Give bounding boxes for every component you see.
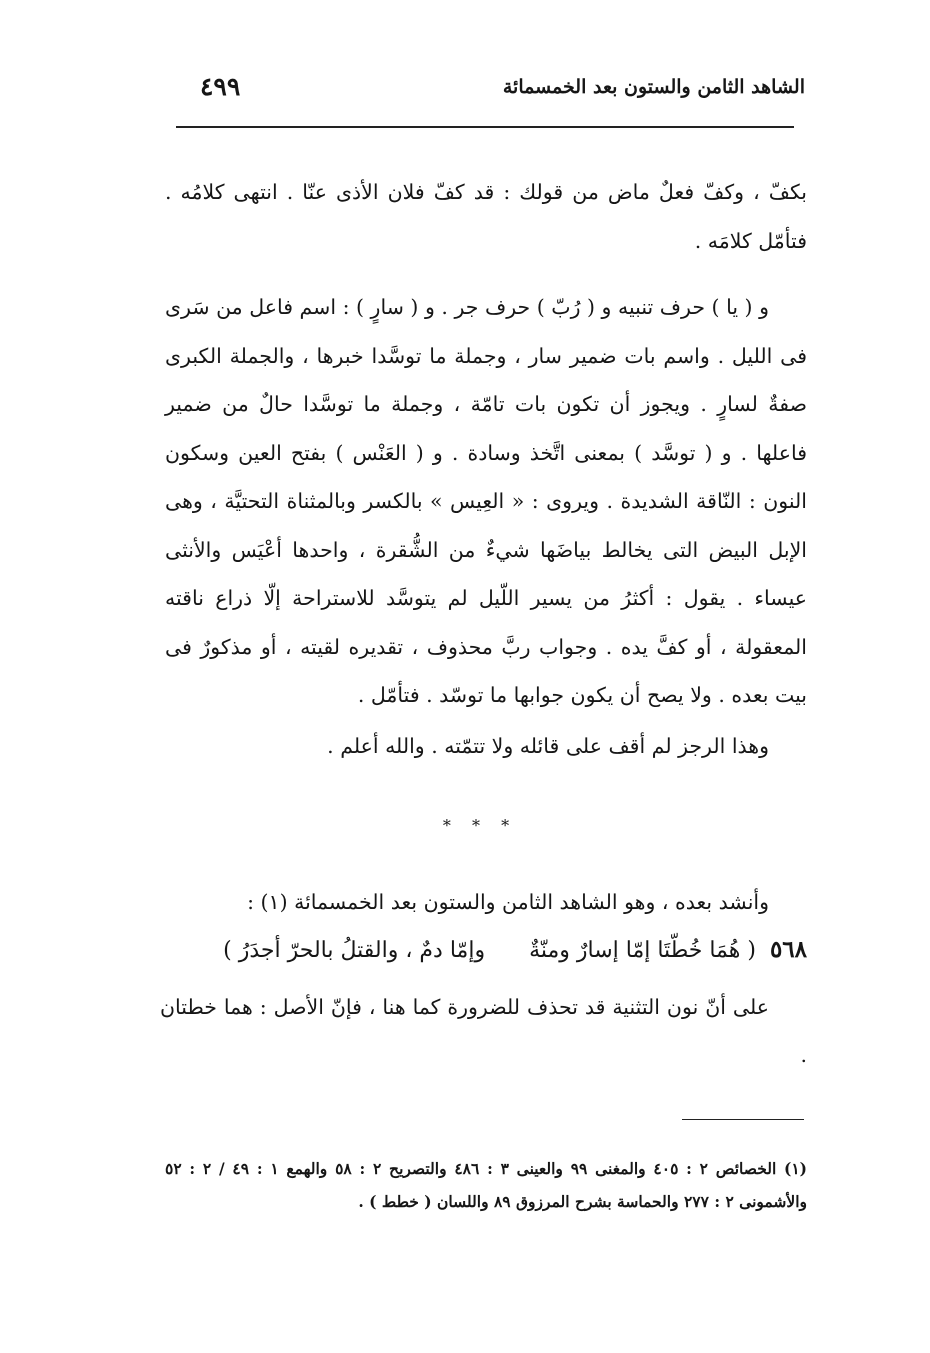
paragraph-3: وهذا الرجز لم أقف على قائله ولا تتمّته . والله أعلم .	[327, 733, 769, 758]
witness-section	[160, 878, 807, 1079]
footnote: (١) الخصائص ٢ : ٤٠٥ والمغنى ٩٩ والعينى ٣ : ٤٨٦ والتصريح ٢ : ٥٨ والهمع ١ : ٤٩ / ٢ : ٥٢ والأشمونى ٢ : ٢٧٧ والحماسة بشرح المرزوق ٨٩ واللسان ( خطط ) .	[165, 1159, 808, 1211]
witness-intro: وأنشد بعده ، وهو الشاهد الثامن والستون بعد الخمسمائة (١) :	[247, 890, 769, 914]
main-text	[165, 168, 807, 770]
paragraph-2: و ( يا ) حرف تنبيه و ( رُبّ ) حرف جر . و ( سارٍ ) : اسم فاعل من سَرى فى الليل . واسم بات ضمير سار ، وجملة ما توسَّدا خبرها ، والجملة الكبرى صفةٌ لسارٍ . ويجوز أن تكون بات تامّة ، وجملة ما توسَّدا حالٌ من ضمير فاعلها . و ( توسَّد ) بمعنى اتَّخذ وسادة . و ( العَنْس ) بفتح العين وسكون النون : النّاقة الشديدة . ويروى : « العِيس » بالكسر وبالمثناة التحتيَّة ، وهى الإبل البيض التى يخالط بياضَها شيءٌ من الشُّقرة ، واحدها أعْيَس والأنثى عيساء . يقول : أكثرُ من يسير اللّيل لم يتوسَّد للاستراحة إلّا ذراع ناقته المعقولة ، أو كفَّ يده . وجواب ربَّ محذوف ، تقديره لقيته ، أو مذكورٌ فى بيت بعده . ولا يصح أن يكون جوابها ما توسّد . فتأمّل .	[165, 295, 807, 707]
paragraph-1: بكفّ ، وكفّ فعلٌ ماض من قولك : قد كفّ فلان الأذى عنّا . انتهى كلامُه . فتأمّل كلامَه .	[165, 180, 807, 253]
header-rule	[176, 126, 794, 128]
running-head: الشاهد الثامن والستون بعد الخمسمائة	[502, 76, 805, 98]
page-header	[170, 70, 805, 110]
verse-number: ٥٦٨	[769, 936, 807, 963]
verse-second-hemistich: وإمّا دمٌ ، والقتلُ بالحرّ أجدَرُ )	[223, 938, 486, 963]
footnote-rule	[682, 1119, 804, 1120]
verse-first-hemistich: ( هُمَا خُطّتَا إمّا إسارٌ ومنّةٌ	[529, 938, 756, 963]
verse-line	[160, 926, 807, 975]
verse-commentary: على أنّ نون التثنية قد تحذف للضرورة كما هنا ، فإنّ الأصل : هما خطتان .	[160, 995, 807, 1067]
section-separator: * * *	[442, 816, 518, 835]
page-number: ٤٩٩	[200, 72, 241, 101]
